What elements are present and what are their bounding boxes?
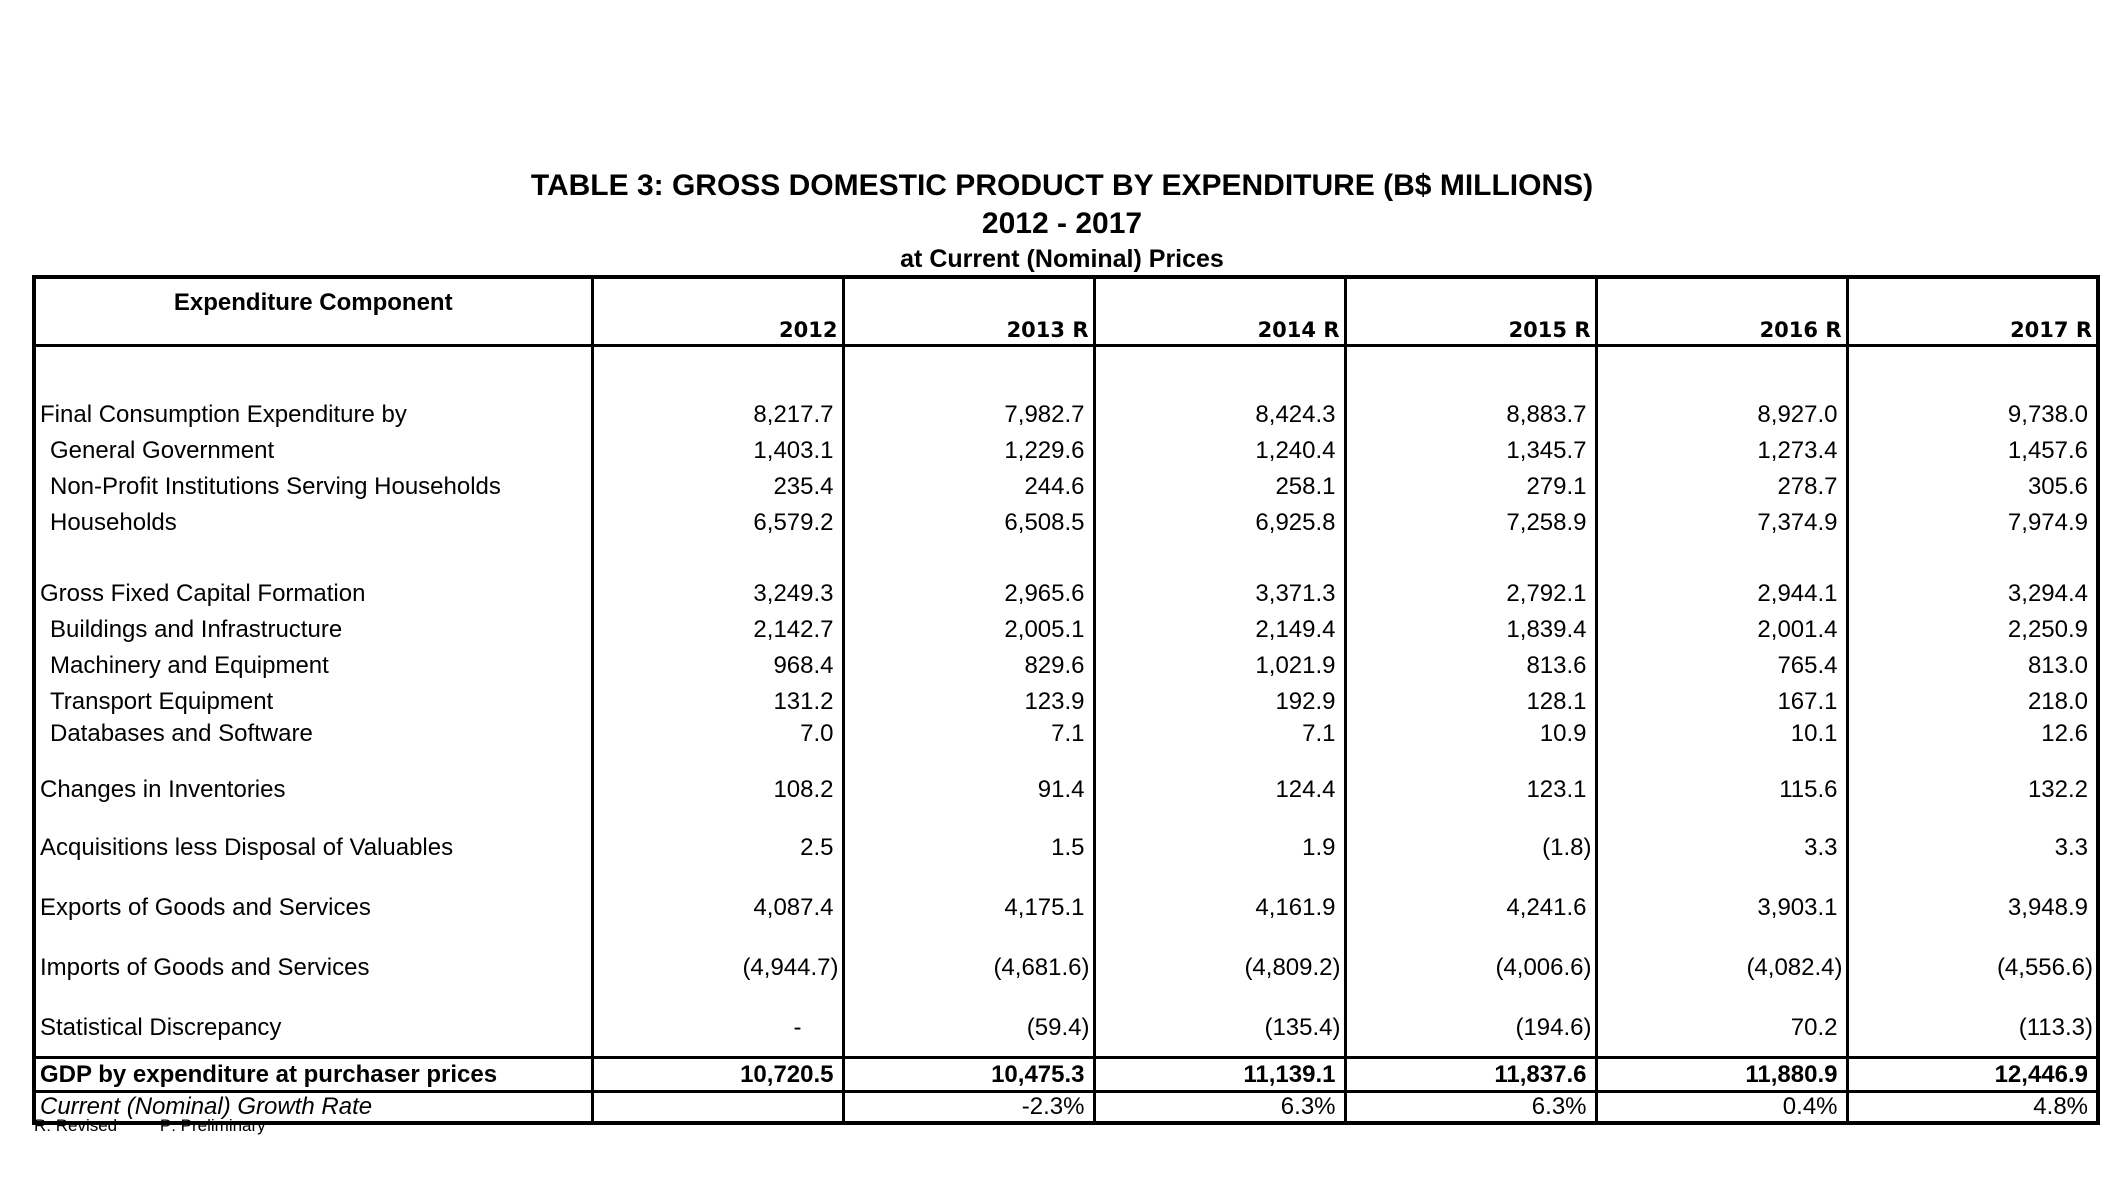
value-cell: 1.9 bbox=[1094, 830, 1345, 866]
header-row bbox=[34, 277, 2098, 346]
spacer-cell bbox=[592, 748, 843, 772]
spacer-cell bbox=[592, 541, 843, 576]
value-cell: 4,161.9 bbox=[1094, 890, 1345, 926]
spacer-cell bbox=[592, 926, 843, 950]
table-row bbox=[34, 576, 2098, 612]
spacer-cell bbox=[1345, 346, 1596, 398]
value-cell: 3.3 bbox=[1596, 830, 1847, 866]
value-cell: 3,948.9 bbox=[2007, 894, 2088, 921]
value-cell: (4,006.6) bbox=[1345, 950, 1596, 986]
spacer-cell bbox=[1847, 346, 2098, 398]
value-cell: 6,579.2 bbox=[592, 505, 843, 541]
value-cell: 2,965.6 bbox=[843, 576, 1094, 612]
value-cell: 235.4 bbox=[592, 469, 843, 505]
value-cell: 9,738.0 bbox=[2007, 401, 2088, 428]
spacer-cell bbox=[1847, 541, 2098, 576]
value-cell: 7.0 bbox=[592, 720, 843, 748]
value-cell: 2.5 bbox=[592, 830, 843, 866]
value-cell: 10.9 bbox=[1345, 720, 1596, 748]
row-label: Buildings and Infrastructure bbox=[34, 612, 592, 648]
table-row bbox=[34, 720, 2098, 748]
value-cell: 7,974.9 bbox=[2007, 509, 2088, 536]
spacer-cell bbox=[1596, 1046, 1847, 1058]
table-row bbox=[34, 890, 2098, 926]
value-cell: 132.2 bbox=[2027, 776, 2088, 803]
value-cell: 10.1 bbox=[1596, 720, 1847, 748]
value-cell: 1,345.7 bbox=[1345, 433, 1596, 469]
spacer-cell bbox=[843, 541, 1094, 576]
footnote-revised: R: Revised bbox=[34, 1116, 118, 1135]
spacer-cell bbox=[1345, 986, 1596, 1010]
value-cell: -2.3% bbox=[843, 1092, 1094, 1124]
value-cell: 115.6 bbox=[1596, 772, 1847, 808]
value-cell: 3,249.3 bbox=[592, 576, 843, 612]
spacer-cell bbox=[1094, 346, 1345, 398]
value-cell: 6.3% bbox=[1094, 1092, 1345, 1124]
value-cell: 192.9 bbox=[1094, 684, 1345, 720]
value-cell: 2,944.1 bbox=[1596, 576, 1847, 612]
row-label: Databases and Software bbox=[34, 720, 592, 748]
spacer-row bbox=[34, 1046, 2098, 1058]
value-cell: 3,294.4 bbox=[2007, 580, 2088, 607]
value-cell: 1,229.6 bbox=[843, 433, 1094, 469]
spacer-cell bbox=[1094, 986, 1345, 1010]
value-cell: 305.6 bbox=[2027, 473, 2088, 500]
spacer-cell bbox=[34, 1046, 592, 1058]
spacer-cell bbox=[843, 866, 1094, 890]
spacer-row bbox=[34, 346, 2098, 398]
header-year: 2013 R bbox=[843, 277, 1094, 346]
spacer-cell bbox=[1847, 986, 2098, 1010]
value-cell: (4,082.4) bbox=[1596, 950, 1847, 986]
spacer-row bbox=[34, 986, 2098, 1010]
value-cell: (194.6) bbox=[1345, 1010, 1596, 1046]
value-cell: 8,883.7 bbox=[1345, 397, 1596, 433]
value-cell: 278.7 bbox=[1596, 469, 1847, 505]
spacer-cell bbox=[843, 748, 1094, 772]
row-label: Changes in Inventories bbox=[34, 772, 592, 808]
spacer-cell bbox=[1094, 926, 1345, 950]
row-label: Acquisitions less Disposal of Valuables bbox=[34, 830, 592, 866]
header-year: 2012 bbox=[592, 277, 843, 346]
value-cell: 4.8% bbox=[2033, 1093, 2088, 1120]
spacer-cell bbox=[1345, 866, 1596, 890]
spacer-cell bbox=[592, 1046, 843, 1058]
value-cell: 11,139.1 bbox=[1094, 1058, 1345, 1092]
spacer-cell bbox=[34, 346, 592, 398]
value-cell: (4,809.2) bbox=[1094, 950, 1345, 986]
value-cell: 1,403.1 bbox=[592, 433, 843, 469]
table-subtitle: at Current (Nominal) Prices bbox=[900, 245, 1224, 273]
value-cell: 7,982.7 bbox=[843, 397, 1094, 433]
spacer-cell bbox=[34, 926, 592, 950]
table-row bbox=[34, 1010, 2098, 1046]
footnote-preliminary: P: Preliminary bbox=[159, 1116, 266, 1135]
spacer-cell bbox=[1345, 748, 1596, 772]
table-row bbox=[34, 830, 2098, 866]
spacer-cell bbox=[1596, 926, 1847, 950]
footnote bbox=[34, 1116, 266, 1136]
spacer-cell bbox=[1345, 1046, 1596, 1058]
row-label: General Government bbox=[34, 433, 592, 469]
value-cell: 123.1 bbox=[1345, 772, 1596, 808]
spacer-cell bbox=[1847, 808, 2098, 830]
spacer-row bbox=[34, 866, 2098, 890]
value-cell: 279.1 bbox=[1345, 469, 1596, 505]
spacer-cell bbox=[1345, 541, 1596, 576]
spacer-cell bbox=[843, 1046, 1094, 1058]
value-cell: 968.4 bbox=[592, 648, 843, 684]
spacer-cell bbox=[592, 986, 843, 1010]
table-row bbox=[34, 433, 2098, 469]
value-cell: (4,556.6) bbox=[1996, 954, 2093, 981]
row-label: Statistical Discrepancy bbox=[34, 1010, 592, 1046]
spacer-cell bbox=[843, 926, 1094, 950]
row-label: Imports of Goods and Services bbox=[34, 950, 592, 986]
value-cell: (4,944.7) bbox=[592, 950, 843, 986]
value-cell: (4,681.6) bbox=[843, 950, 1094, 986]
spacer-row bbox=[34, 926, 2098, 950]
spacer-cell bbox=[1596, 986, 1847, 1010]
value-cell: 8,424.3 bbox=[1094, 397, 1345, 433]
value-cell: 2,142.7 bbox=[592, 612, 843, 648]
value-cell: 131.2 bbox=[592, 684, 843, 720]
spacer-cell bbox=[1847, 1046, 2098, 1058]
header-year: 2017 R bbox=[1847, 277, 2098, 346]
value-cell: 128.1 bbox=[1345, 684, 1596, 720]
value-cell: 1,273.4 bbox=[1596, 433, 1847, 469]
value-cell: 167.1 bbox=[1596, 684, 1847, 720]
spacer-cell bbox=[1345, 926, 1596, 950]
value-cell: 1,021.9 bbox=[1094, 648, 1345, 684]
value-cell: 91.4 bbox=[843, 772, 1094, 808]
spacer-cell bbox=[34, 808, 592, 830]
value-cell: 70.2 bbox=[1596, 1010, 1847, 1046]
table-period: 2012 - 2017 bbox=[981, 207, 1143, 240]
value-cell: 123.9 bbox=[843, 684, 1094, 720]
value-cell: 244.6 bbox=[843, 469, 1094, 505]
spacer-cell bbox=[1345, 808, 1596, 830]
spacer-cell bbox=[1847, 748, 2098, 772]
value-cell: 813.6 bbox=[1345, 648, 1596, 684]
table-row bbox=[34, 397, 2098, 433]
value-cell: 11,837.6 bbox=[1345, 1058, 1596, 1092]
value-cell: 124.4 bbox=[1094, 772, 1345, 808]
value-cell: 258.1 bbox=[1094, 469, 1345, 505]
table-title: TABLE 3: GROSS DOMESTIC PRODUCT BY EXPENDITURE (B$ MILLIONS) bbox=[530, 169, 1594, 202]
spacer-cell bbox=[34, 986, 592, 1010]
table-row bbox=[34, 950, 2098, 986]
table-row bbox=[34, 612, 2098, 648]
value-cell: 3,903.1 bbox=[1596, 890, 1847, 926]
table-body bbox=[34, 346, 2098, 1124]
value-cell: 7,374.9 bbox=[1596, 505, 1847, 541]
table-row bbox=[34, 684, 2098, 720]
row-label: Exports of Goods and Services bbox=[34, 890, 592, 926]
value-cell: 6,508.5 bbox=[843, 505, 1094, 541]
table-row bbox=[34, 648, 2098, 684]
row-label: GDP by expenditure at purchaser prices bbox=[34, 1058, 592, 1092]
value-cell: 765.4 bbox=[1596, 648, 1847, 684]
gdp-total-row bbox=[34, 1058, 2098, 1092]
value-cell: (113.3) bbox=[2018, 1014, 2093, 1041]
value-cell: (1.8) bbox=[1345, 830, 1596, 866]
spacer-cell bbox=[843, 986, 1094, 1010]
value-cell: 1,457.6 bbox=[2007, 437, 2088, 464]
header-year: 2014 R bbox=[1094, 277, 1345, 346]
header-expenditure-component: Expenditure Component bbox=[34, 277, 592, 346]
value-cell: 2,001.4 bbox=[1596, 612, 1847, 648]
value-cell: 11,880.9 bbox=[1596, 1058, 1847, 1092]
spacer-cell bbox=[592, 808, 843, 830]
value-cell: 7,258.9 bbox=[1345, 505, 1596, 541]
row-label: Current (Nominal) Growth Rate bbox=[34, 1092, 592, 1124]
spacer-cell bbox=[1094, 866, 1345, 890]
header-year: 2016 R bbox=[1596, 277, 1847, 346]
spacer-cell bbox=[1094, 748, 1345, 772]
row-label: Final Consumption Expenditure by bbox=[34, 397, 592, 433]
spacer-cell bbox=[1094, 541, 1345, 576]
spacer-cell bbox=[34, 866, 592, 890]
spacer-cell bbox=[1596, 748, 1847, 772]
value-cell: 108.2 bbox=[592, 772, 843, 808]
value-cell bbox=[592, 1092, 843, 1124]
header-year: 2015 R bbox=[1345, 277, 1596, 346]
value-cell: 3.3 bbox=[2054, 834, 2088, 861]
spacer-row bbox=[34, 748, 2098, 772]
value-cell: 829.6 bbox=[843, 648, 1094, 684]
row-label: Transport Equipment bbox=[34, 684, 592, 720]
row-label: Machinery and Equipment bbox=[34, 648, 592, 684]
spacer-cell bbox=[843, 346, 1094, 398]
value-cell: 2,250.9 bbox=[2007, 616, 2088, 643]
spacer-cell bbox=[1847, 926, 2098, 950]
value-cell: 7.1 bbox=[1094, 720, 1345, 748]
spacer-cell bbox=[1847, 866, 2098, 890]
value-cell: 1.5 bbox=[843, 830, 1094, 866]
value-cell: (59.4) bbox=[843, 1010, 1094, 1046]
value-cell: 1,839.4 bbox=[1345, 612, 1596, 648]
value-cell: 10,720.5 bbox=[592, 1058, 843, 1092]
value-cell: 2,792.1 bbox=[1345, 576, 1596, 612]
value-dash: - bbox=[793, 1014, 802, 1041]
value-cell: 2,149.4 bbox=[1094, 612, 1345, 648]
spacer-cell bbox=[592, 866, 843, 890]
value-cell: 3,371.3 bbox=[1094, 576, 1345, 612]
row-label: Households bbox=[34, 505, 592, 541]
value-cell: 8,217.7 bbox=[592, 397, 843, 433]
spacer-cell bbox=[1596, 808, 1847, 830]
spacer-cell bbox=[1094, 1046, 1345, 1058]
value-cell: 813.0 bbox=[2027, 652, 2088, 679]
growth-rate-row bbox=[34, 1092, 2098, 1124]
table-row bbox=[34, 505, 2098, 541]
value-cell: 12.6 bbox=[2041, 720, 2088, 747]
spacer-row bbox=[34, 541, 2098, 576]
row-label: Gross Fixed Capital Formation bbox=[34, 576, 592, 612]
spacer-cell bbox=[1596, 866, 1847, 890]
spacer-cell bbox=[1596, 346, 1847, 398]
spacer-cell bbox=[592, 346, 843, 398]
value-cell: 6,925.8 bbox=[1094, 505, 1345, 541]
value-cell: 4,241.6 bbox=[1345, 890, 1596, 926]
spacer-cell bbox=[1094, 808, 1345, 830]
spacer-cell bbox=[34, 541, 592, 576]
value-cell: 0.4% bbox=[1596, 1092, 1847, 1124]
value-cell: 6.3% bbox=[1345, 1092, 1596, 1124]
value-cell: 12,446.9 bbox=[1847, 1058, 2098, 1092]
gdp-expenditure-table bbox=[32, 275, 2100, 1125]
spacer-row bbox=[34, 808, 2098, 830]
value-cell: 10,475.3 bbox=[843, 1058, 1094, 1092]
row-label: Non-Profit Institutions Serving Households bbox=[34, 469, 592, 505]
value-cell: 4,087.4 bbox=[592, 890, 843, 926]
table-row bbox=[34, 469, 2098, 505]
spacer-cell bbox=[1596, 541, 1847, 576]
spacer-cell bbox=[843, 808, 1094, 830]
value-cell: 8,927.0 bbox=[1596, 397, 1847, 433]
value-cell bbox=[592, 1010, 843, 1046]
value-cell: 7.1 bbox=[843, 720, 1094, 748]
value-cell: 4,175.1 bbox=[843, 890, 1094, 926]
spacer-cell bbox=[34, 748, 592, 772]
value-cell: 218.0 bbox=[2027, 688, 2088, 715]
value-cell: (135.4) bbox=[1094, 1010, 1345, 1046]
value-cell: 1,240.4 bbox=[1094, 433, 1345, 469]
table-row bbox=[34, 772, 2098, 808]
value-cell: 2,005.1 bbox=[843, 612, 1094, 648]
